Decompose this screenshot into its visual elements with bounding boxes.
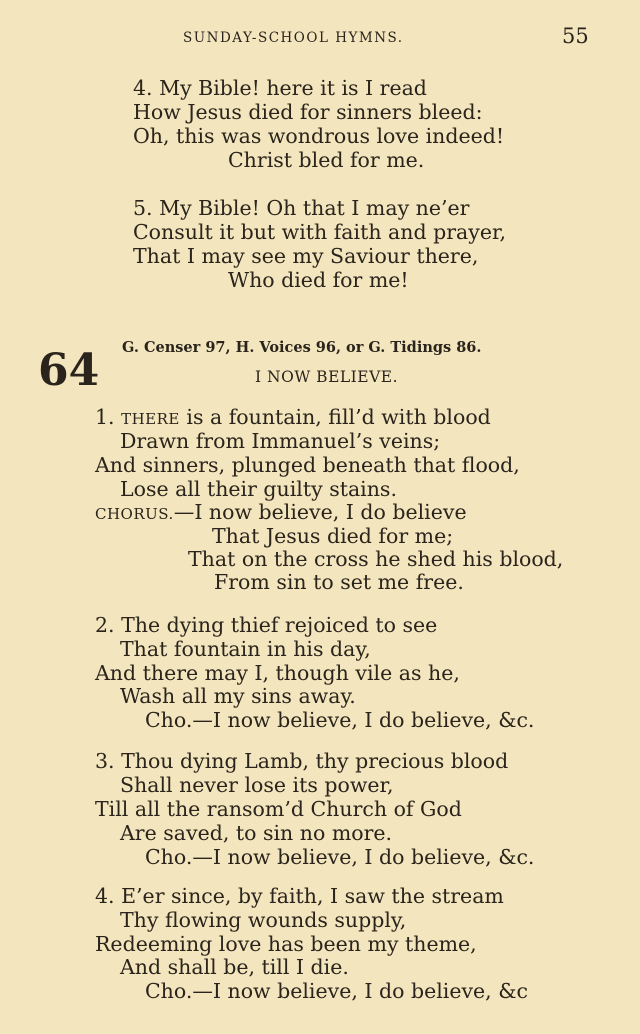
verse-line: Christ bled for me. xyxy=(228,148,425,172)
page-number: 55 xyxy=(562,24,589,48)
verse-line: That fountain in his day, xyxy=(120,637,371,661)
verse-line xyxy=(95,405,491,431)
verse-line: Drawn from Immanuel’s veins; xyxy=(120,429,441,453)
chorus-reference: Cho.—I now believe, I do believe, &c xyxy=(145,979,528,1003)
chorus-line: That Jesus died for me; xyxy=(212,524,454,548)
verse-line: 2. The dying thief rejoiced to see xyxy=(95,613,438,637)
first-word: THERE xyxy=(121,410,180,428)
hymn-title: I NOW BELIEVE. xyxy=(255,368,399,386)
verse-line: 3. Thou dying Lamb, thy precious blood xyxy=(95,749,509,773)
verse-line: 4. My Bible! here it is I read xyxy=(133,76,427,100)
verse-line: Who died for me! xyxy=(228,268,409,292)
verse-line: 4. E’er since, by faith, I saw the stream xyxy=(95,884,504,908)
chorus-line xyxy=(95,500,467,526)
verse-line: That I may see my Saviour there, xyxy=(133,244,479,268)
chorus-reference: Cho.—I now believe, I do believe, &c. xyxy=(145,708,535,732)
chorus-first-line: —I now believe, I do believe xyxy=(173,500,467,524)
verse-line: 5. My Bible! Oh that I may ne’er xyxy=(133,196,470,220)
verse-line: Shall never lose its power, xyxy=(120,773,394,797)
chorus-reference: Cho.—I now believe, I do believe, &c. xyxy=(145,845,535,869)
verse-line: Are saved, to sin no more. xyxy=(120,821,393,845)
hymn-number: 64 xyxy=(38,345,100,396)
stanza-number: 1. xyxy=(95,405,115,429)
verse-line: How Jesus died for sinners bleed: xyxy=(133,100,483,124)
verse-line: Consult it but with faith and prayer, xyxy=(133,220,507,244)
verse-line: Oh, this was wondrous love indeed! xyxy=(133,124,505,148)
verse-line: Lose all their guilty stains. xyxy=(120,477,397,501)
verse-line: Redeeming love has been my theme, xyxy=(95,932,477,956)
chorus-line: From sin to set me free. xyxy=(214,570,464,594)
verse-line: And sinners, plunged beneath that flood, xyxy=(95,453,520,477)
verse-line: Wash all my sins away. xyxy=(120,684,356,708)
tune-references: G. Censer 97, H. Voices 96, or G. Tidings 86. xyxy=(122,339,482,356)
verse-line: Thy flowing wounds supply, xyxy=(120,908,407,932)
verse-line: And shall be, till I die. xyxy=(120,955,349,979)
first-line-rest: is a fountain, fill’d with blood xyxy=(179,405,491,429)
verse-line: Till all the ransom’d Church of God xyxy=(95,797,462,821)
chorus-label: CHORUS. xyxy=(95,505,174,523)
running-title: SUNDAY-SCHOOL HYMNS. xyxy=(183,30,404,46)
verse-line: And there may I, though vile as he, xyxy=(95,661,460,685)
chorus-line: That on the cross he shed his blood, xyxy=(188,547,564,571)
